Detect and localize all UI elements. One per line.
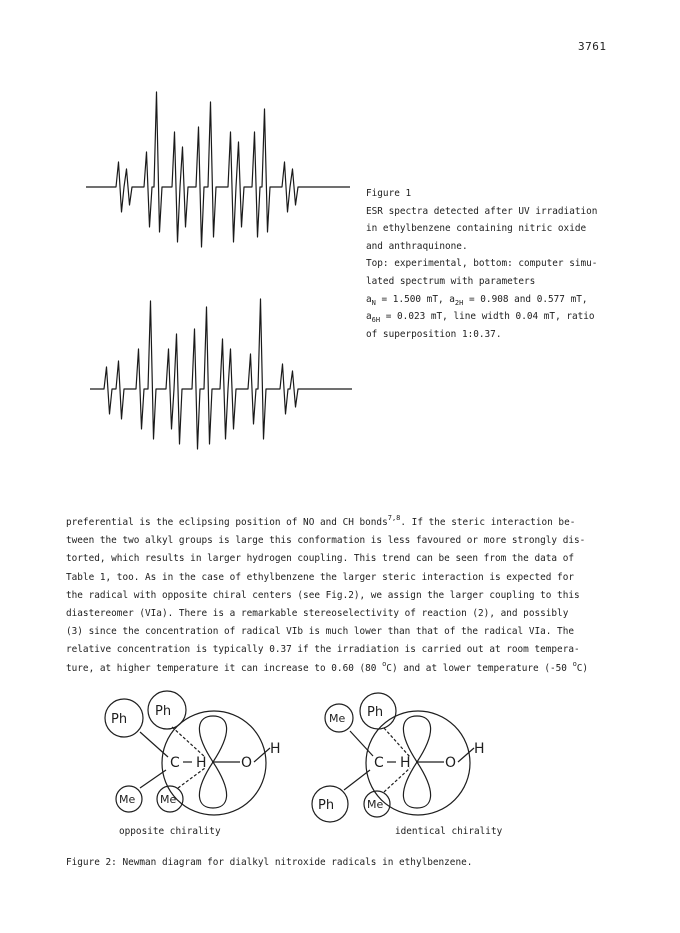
bond [140, 770, 166, 788]
hydrogen-label: H [196, 755, 207, 771]
carbon-label: C [170, 755, 180, 771]
group-label: Ph [318, 798, 335, 813]
body-line: relative concentration is typically 0.37 if the irradiation is carried out at room tempera- [66, 644, 580, 656]
hydrogen-label: H [474, 741, 485, 757]
group-label: Me [119, 793, 136, 806]
caption-line: in ethylbenzene containing nitric oxide [366, 223, 587, 235]
page-number: 3761 [578, 40, 607, 53]
body-line: torted, which results in larger hydrogen coupling. This trend can be seen from the data of [66, 553, 574, 565]
group-label: Me [367, 798, 384, 811]
caption-line: lated spectrum with parameters [366, 275, 536, 287]
caption-line: of superposition 1:0.37. [366, 328, 502, 340]
oxygen-label: O [241, 755, 253, 771]
hydrogen-label: H [270, 741, 281, 757]
bond [384, 768, 410, 792]
carbon-label: C [374, 755, 384, 771]
oxygen-label: O [445, 755, 457, 771]
left-diagram-label: opposite chirality [119, 826, 221, 837]
group-label: Me [160, 793, 177, 806]
body-line: diastereomer (VIa). There is a remarkable stereoselectivity of reaction (2), and possibly [66, 608, 569, 620]
caption-line: Figure 1 [366, 188, 412, 199]
caption-line: ESR spectra detected after UV irradiation [366, 205, 598, 217]
right-diagram-label: identical chirality [395, 826, 503, 837]
body-line: ture, at higher temperature it can increase to 0.60 (80 $^o$C) and at lower temperature (-50 $^o$C) [66, 659, 589, 674]
bond [140, 732, 168, 757]
bond [344, 770, 370, 790]
caption-line: and anthraquinone. [366, 240, 468, 252]
group-label: Me [329, 712, 346, 725]
body-line: tween the two alkyl groups is large this conformation is less favoured or more strongly dis- [66, 535, 586, 547]
group-label: Ph [367, 705, 384, 720]
group-label: Ph [111, 712, 128, 727]
hydrogen-label: H [400, 755, 411, 771]
body-line: the radical with opposite chiral centers (see Fig.2), we assign the larger coupling to this [66, 589, 580, 601]
caption-line: Top: experimental, bottom: computer simu- [366, 258, 598, 270]
figure2-caption: Figure 2: Newman diagram for dialkyl nitroxide radicals in ethylbenzene. [66, 857, 473, 868]
body-line: (3) since the concentration of radical VIb is much lower than that of the radical VIa. The [66, 626, 574, 638]
newman-right [312, 693, 485, 822]
bond [458, 748, 474, 762]
group-label: Ph [155, 704, 172, 719]
bond [254, 748, 270, 762]
caption-params-2: $a_{6H} = 0.023$ mT, line width 0.04 mT, ratio [366, 311, 595, 325]
body-line: preferential is the eclipsing position of NO and CH bonds$^{7,8}$. If the steric interaction be- [66, 514, 576, 528]
body-line: Table 1, too. As in the case of ethylbenzene the larger steric interaction is expected for [66, 571, 574, 583]
caption-params-1: $a_N = 1.500$ mT, $a_{2H} = 0.908$ and 0.577 mT, [366, 293, 588, 307]
newman-left [105, 691, 281, 815]
